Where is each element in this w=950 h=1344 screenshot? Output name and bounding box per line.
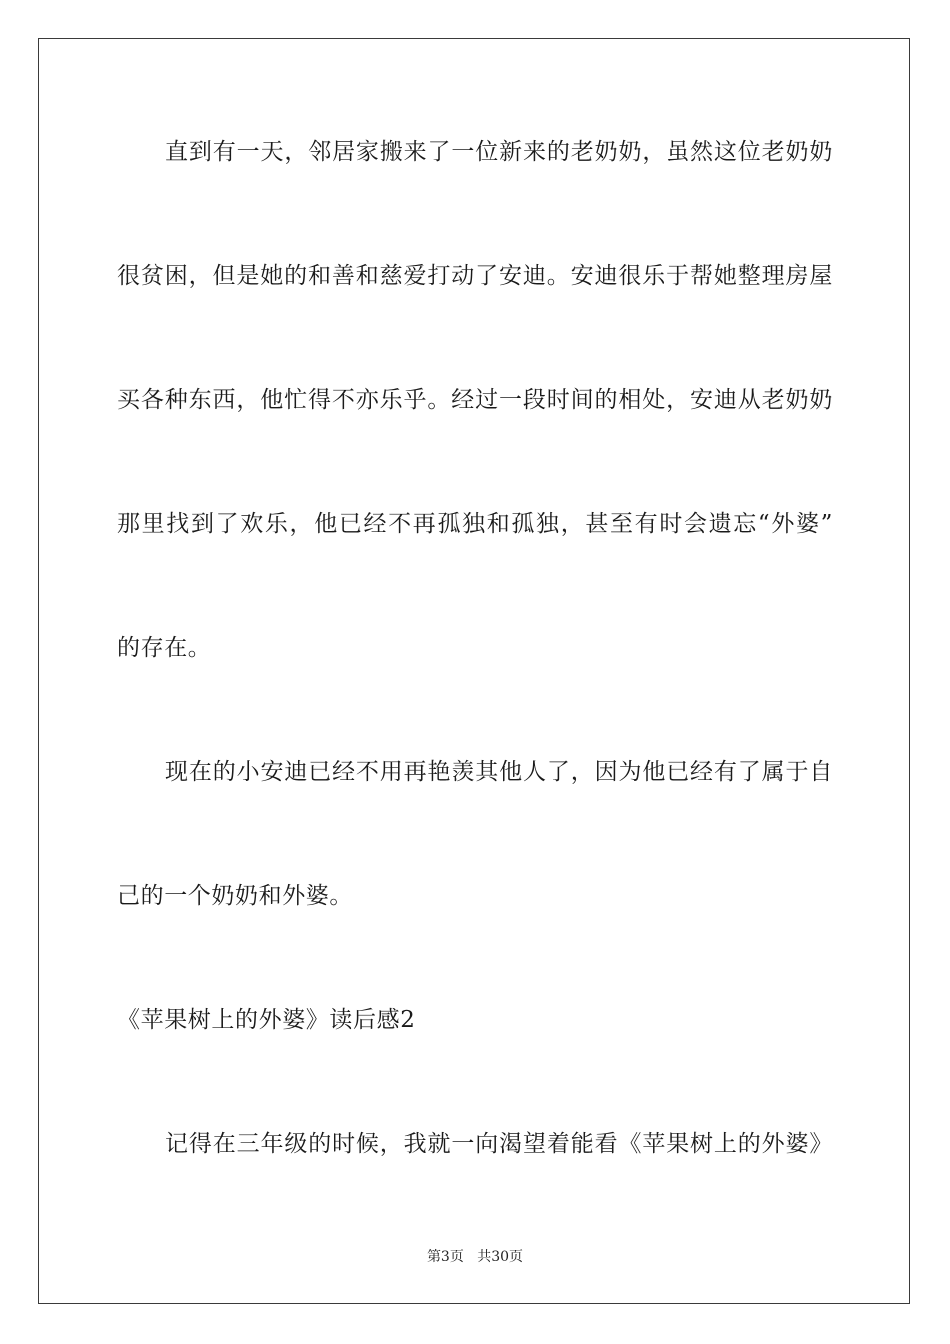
- page-total: 共30页: [477, 1249, 524, 1265]
- paragraph-1-line-4: 那里找到了欢乐，他已经不再孤独和孤独，甚至有时会遗忘“外婆”: [117, 511, 833, 537]
- page-number: 第3页: [426, 1249, 464, 1265]
- paragraph-3-line-1: 记得在三年级的时候，我就一向渴望着能看《苹果树上的外婆》: [165, 1131, 833, 1157]
- paragraph-2-line-1: 现在的小安迪已经不用再艳羡其他人了，因为他已经有了属于自: [165, 759, 833, 785]
- paragraph-1-line-3: 买各种东西，他忙得不亦乐乎。经过一段时间的相处，安迪从老奶奶: [117, 387, 833, 413]
- paragraph-1-line-2: 很贫困，但是她的和善和慈爱打动了安迪。安迪很乐于帮她整理房屋: [117, 263, 833, 289]
- paragraph-1-line-5: 的存在。: [117, 635, 212, 661]
- page-border: [38, 38, 910, 1304]
- section-heading: 《苹果树上的外婆》读后感2: [117, 1007, 416, 1033]
- page-footer: [0, 1247, 950, 1267]
- paragraph-2-line-2: 己的一个奶奶和外婆。: [117, 883, 353, 909]
- paragraph-1-line-1: 直到有一天，邻居家搬来了一位新来的老奶奶，虽然这位老奶奶: [165, 139, 833, 165]
